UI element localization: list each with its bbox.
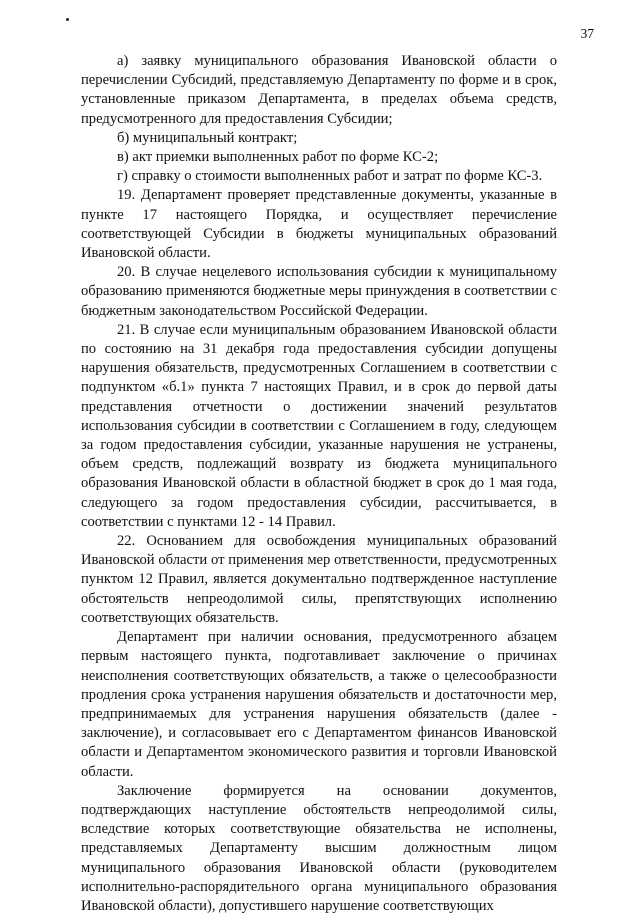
- paragraph-19: 19. Департамент проверяет представленные документы, указанные в пункте 17 настоящего Порядка, и осуществляет перечисление соответствующей Субсидии в бюджеты муниципальных образований Ивановской области.: [81, 187, 557, 262]
- paragraph-21: 21. В случае если муниципальным образованием Ивановской области по состоянию на 31 декабря года предоставления субсидии допущены нарушения обязательств, предусмотренных Соглашением в соответствии с подпунктом «б.1» пункта 7 настоящих Правил, и в срок до первой даты представления отчетности о достижении значений результатов использования субсидии в соответствии с Соглашением в году, следующем за годом предоставления субсидии, указанные нарушения не устранены, объем средств, подлежащий возврату из бюджета муниципального образования Ивановской области в областной бюджет в срок до 1 мая года, следующего за годом предоставления субсидии, рассчитывается, в соответствии с пунктами 12 - 14 Правил.: [81, 321, 557, 530]
- paragraph-22: 22. Основанием для освобождения муниципальных образований Ивановской области от применения мер ответственности, предусмотренных пунктом 12 Правил, является документально подтвержденное наступление обстоятельств непреодолимой силы, препятствующих исполнению соответствующих обязательств.: [81, 533, 557, 626]
- page-number: 37: [580, 26, 594, 41]
- scan-speck: [66, 18, 69, 21]
- paragraph-item-a: а) заявку муниципального образования Ивановской области о перечислении Субсидий, представляемую Департаменту по форме и в срок, установленные приказом Департамента, в пределах объема средств, предусмотренного для предоставления Субсидии;: [81, 53, 557, 127]
- paragraph-item-v: в) акт приемки выполненных работ по форме КС-2;: [117, 149, 439, 166]
- paragraph-item-g: г) справку о стоимости выполненных работ и затрат по форме КС-3.: [117, 168, 543, 185]
- paragraph-department-conclusion: Департамент при наличии основания, предусмотренного абзацем первым настоящего пункта, подготавливает заключение о причинах неисполнения соответствующих обязательств, а также о целесообразности продления срока устранения нарушения обязательств и достаточности мер, предпринимаемых для устранения нарушения обязательств (далее - заключение), и согласовывает его с Департаментом финансов Ивановской области и Департаментом экономического развития и торговли Ивановской области.: [81, 629, 557, 780]
- document-body: [81, 52, 557, 916]
- paragraph-conclusion-basis: Заключение формируется на основании документов, подтверждающих наступление обстоятельств непреодолимой силы, вследствие которых соответствующие обязательства не исполнены, представляемых Департаменту высшим должностным лицом муниципального образования Ивановской области (руководителем исполнительно-распорядительного органа муниципального образования Ивановской области), допустившего нарушение соответствующих: [81, 782, 557, 914]
- paragraph-item-b: б) муниципальный контракт;: [117, 129, 298, 146]
- paragraph-20: 20. В случае нецелевого использования субсидии к муниципальному образованию применяются бюджетные меры принуждения в соответствии с бюджетным законодательством Российской Федерации.: [81, 264, 557, 319]
